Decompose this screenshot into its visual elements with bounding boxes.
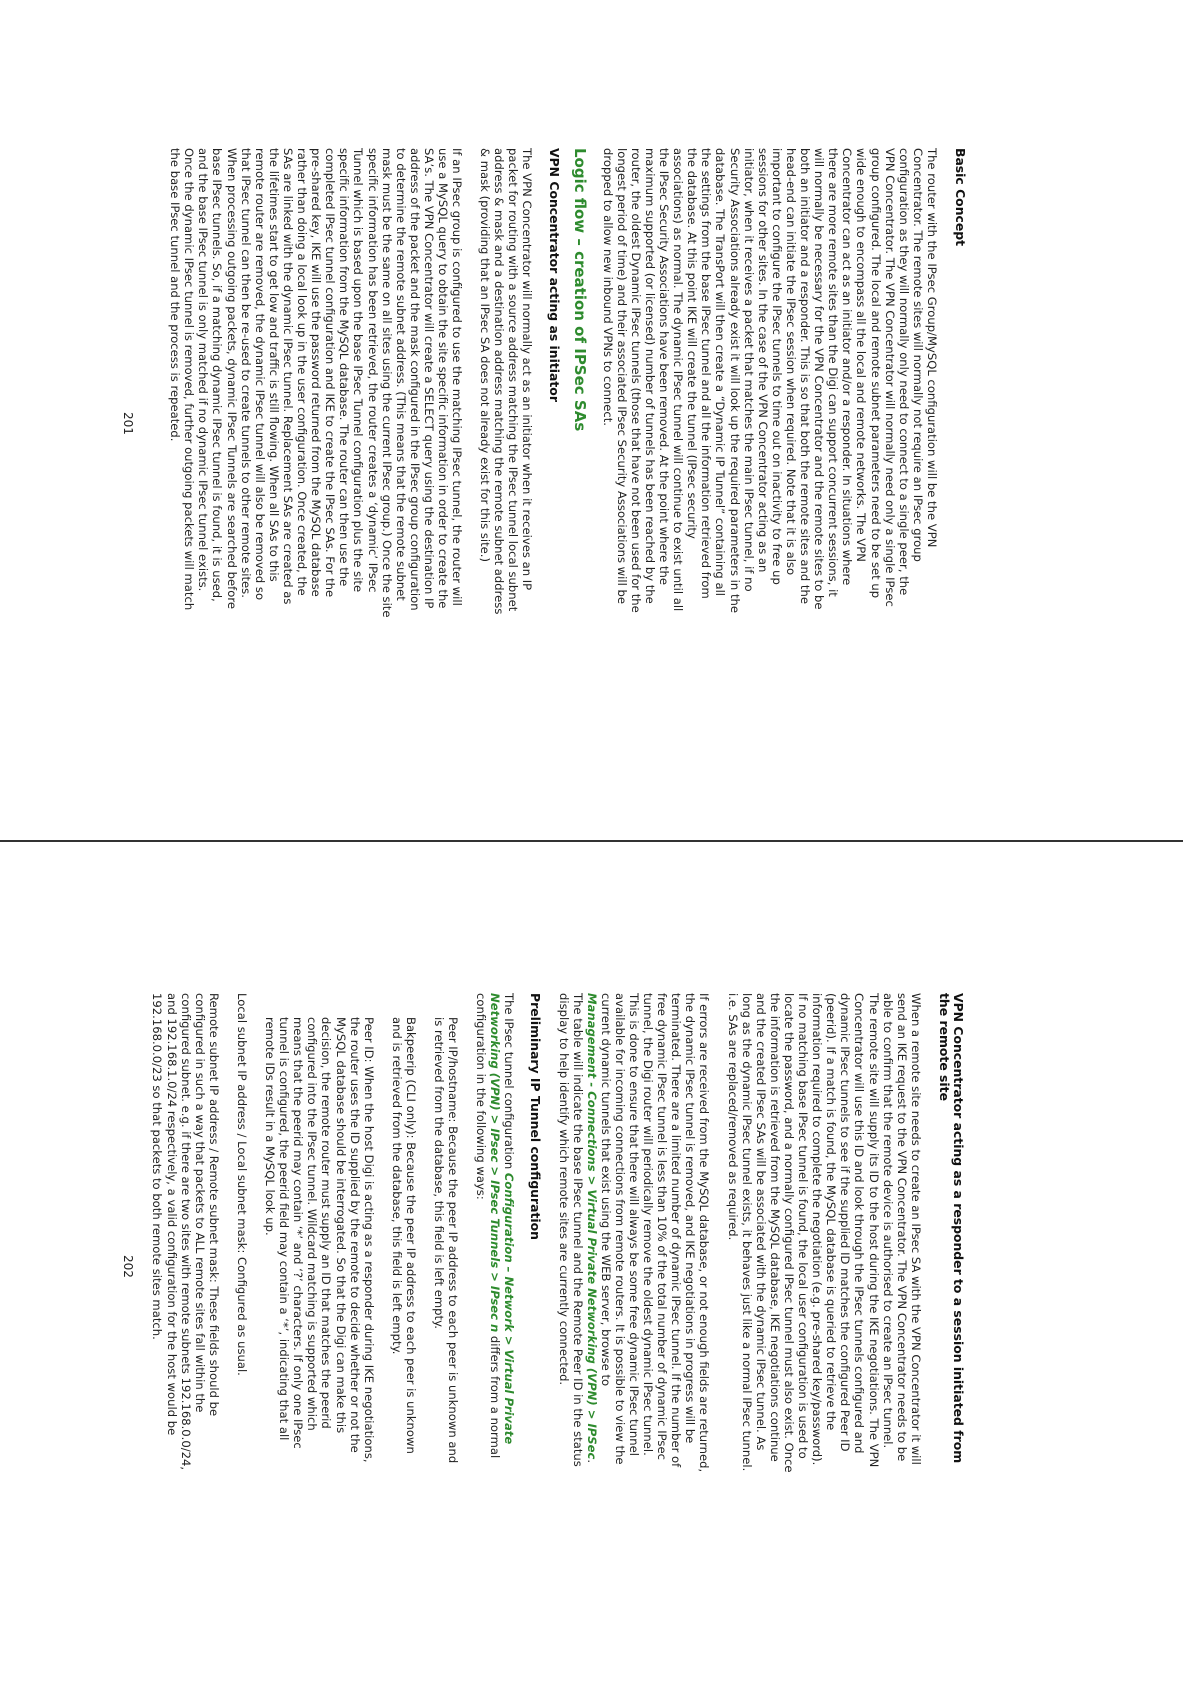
prelim-text-a: The IPsec tunnel configuration — [502, 993, 517, 1173]
preliminary-heading: Preliminary IP Tunnel configuration — [528, 993, 544, 1240]
page-201 — [0, 0, 1183, 840]
management-menu-path: Management - Connections > Virtual Private Networking (VPN) > IPSec — [584, 993, 599, 1460]
basic-concept-paragraph: The router with the IPsec Group/MySQL configuration will be the VPN Concentrator. The remote sites will normally not require an IPsec group configuration as they will normally only need to connect to a single peer, the VPN Concentrator. The VPN Concentrator will normally need only a single IPsec group configured. The local and remote subnet parameters need to be set up wide enough to encompass all the local and remote networks. The VPN Concentrator can act as an initiator and/or a responder. In situations where there are more remote sites than the Digi can support concurrent sessions, it will normally be necessary for the VPN Concentrator and the remote sites to be both an initiator and a responder. This is so that both the remote sites and the head-end can initiate the IPsec session when required. Note that it is also important to configure the IPsec tunnels to time out on inactivity to free up sessions for other sites. In the case of the VPN Concentrator acting as an initiator, when it receives a packet that matches the main IPsec tunnel, if no Security Associations already exist it will look up the required parameters in the database. The TransPort will then create a “Dynamic IP Tunnel” containing all the settings from the base IPsec tunnel and all the information retrieved from the database. At this point IKE will create the tunnel (IPsec security associations) as normal. The dynamic IPsec tunnel will continue to exist until all the IPsec Security Associations have been removed. At the point where the maximum supported (or licensed) number of tunnels has been reached by the router, the oldest Dynamic IPsec tunnels (those that have not been used for the longest period of time) and their associated IPsec Security Associations will be dropped to allow new inbound VPNs to connect. — [600, 148, 939, 613]
responder-heading: VPN Concentrator acting as a responder to a session initiated from the remote site — [936, 993, 966, 1464]
page-number-202: 202 — [121, 1255, 135, 1278]
item-bakpeerip: Bakpeerip (CLI only): Because the peer IP address to each peer is unknown and is retrieved from the database, this field is left empty. — [389, 1017, 418, 1454]
configuration-menu-path: Configuration – Network > Virtual Private Networking (VPN) > IPsec > IPsec Tunnels > IPsec n — [488, 993, 517, 1445]
initiator-paragraph-1: The VPN Concentrator will normally act as an initiator when it receives an IP packet for routing with a source address matching the IPsec tunnel local subnet address & mask and a destination address matching the remote subnet address & mask (providing that an IPsec SA does not already exist for this site.) — [478, 148, 535, 615]
responder-paragraph-2 — [556, 993, 711, 1473]
page-202 — [0, 843, 1183, 1683]
preliminary-paragraph — [474, 993, 516, 1473]
logic-flow-heading: Logic flow – creation of IPSec SAs — [570, 148, 589, 432]
item-peer-id: Peer ID: When the host Digi is acting as a responder during IKE negotiations, the router uses the ID supplied by the remote to decide whether or not the MySQL database should be interrogated. So that the Digi can make this decision, the remote router must supply an ID that matches the peerid configured into the IPsec tunnel. Wildcard matching is supported which means that the peerid may contain ‘*’ and ‘?’ characters. If only one IPsec tunnel is configured, the peerid field may contain a ‘*’, indicating that all remote IDs result in a MySQL look up. — [263, 1017, 376, 1463]
prelim-text-b: differs from a normal configuration in the following ways: — [474, 993, 503, 1459]
item-peer-ip: Peer IP/hostname: Because the peer IP address to each peer is unknown and is retrieved from the database, this field is left empty. — [432, 1017, 461, 1464]
page-number-201: 201 — [121, 412, 135, 435]
page-201-content — [154, 148, 967, 618]
initiator-heading: VPN Concentrator acting as initiator — [546, 148, 562, 402]
item-local-subnet: Local subnet IP address / Local subnet mask: Configured as usual. — [234, 993, 249, 1376]
item-remote-subnet: Remote subnet IP address / Remote subnet mask: These fields should be configured in such a way that packets to ALL remote sites fall within the configured subnet. e.g. if there are two sites with remote subnets 192.168.0.0/24, and 192.168.1.0/24 respectively, a valid configuration for the host would be 192.168.0.0/23 so that packets to both remote sites match. — [150, 993, 221, 1471]
initiator-paragraph-2: If an IPsec group is configured to use the matching IPsec tunnel, the router will use a MySQL query to obtain the site specific information in order to create the SA’s. The VPN Concentrator will create a SELECT query using the destination IP address of the packet and the mask configured in the IPsec group configuration to determine the remote subnet address. (This means that the remote subnet mask must be the same on all sites using the current IPsec group.) Once the site specific information has been retrieved, the router creates a ‘dynamic’ IPsec Tunnel which is based upon the base IPsec Tunnel configuration plus the site specific information from the MySQL database. The router can then use the completed IPsec tunnel configuration and IKE to create the IPsec SAs. For the pre-shared key, IKE will use the password returned from the MySQL database rather than doing a local look up in the user configuration. Once created, the SAs are linked with the dynamic IPsec tunnel. Replacement SAs are created as the lifetimes start to get low and traffic is still flowing. When all SAs to this remote router are removed, the dynamic IPsec tunnel will also be removed so that IPsec tunnel can then be re-used to create tunnels to other remote sites. When processing outgoing packets, dynamic IPsec Tunnels are searched before base IPsec tunnels. So, if a matching dynamic IPsec tunnel is found, it is used, and the base IPsec tunnel is only matched if no dynamic IPsec tunnel exists. Once the dynamic IPsec tunnel is removed, further outgoing packets will match the base IPsec tunnel and the process is repeated. — [168, 148, 465, 618]
responder-p2-text-a: If errors are received from the MySQL database, or not enough fields are returned, the dynamic IPsec tunnel is removed, and IKE negotiations in progress will be terminated. There are a limited number of dynamic IPsec tunnel. If the number of free dynamic IPsec tunnel is less than 10% of the total number of dynamic IPsec tunnel, the Digi router will periodically remove the oldest dynamic IPsec tunnel. This is done to ensure that there will always be some free dynamic IPsec tunnel available for incoming connections from remote routers. It is possible to view the current dynamic tunnels that exist using the WEB server, browse to — [598, 993, 712, 1473]
basic-concept-heading: Basic Concept — [953, 148, 968, 247]
responder-p2-text-b: . The table will indicate the base IPsec tunnel and the Remote Peer ID in the status display to help identify which remote sites are currently connected. — [556, 993, 599, 1467]
page-divider — [0, 840, 1183, 842]
page-202-content — [136, 993, 965, 1473]
responder-paragraph-1: When a remote site needs to create an IPsec SA with the VPN Concentrator it will send an IKE request to the VPN Concentrator. The VPN Concentrator needs to be able to confirm that the remote device is authorised to create an IPsec tunnel. The remote site will supply its ID to the host during the IKE negotiations. The VPN Concentrator will use this ID and look through the IPsec tunnels configured and dynamic IPsec tunnels to see if the supplied ID matches the configured Peer ID (peerid). If a match is found, the MySQL database is queried to retrieve the information required to complete the negotiation (e.g. pre-shared key/password). If no matching base IPsec tunnel is found, the local user configuration is used to locate the password, and a normally configured IPsec tunnel must also exist. Once the information is retrieved from the MySQL database, IKE negotiations continue and the created IPsec SAs will be associated with the dynamic IPsec tunnel. As long as the dynamic IPsec tunnel exists, it behaves just like a normal IPsec tunnel. i.e. SAs are replaced/removed as required. — [725, 993, 923, 1473]
